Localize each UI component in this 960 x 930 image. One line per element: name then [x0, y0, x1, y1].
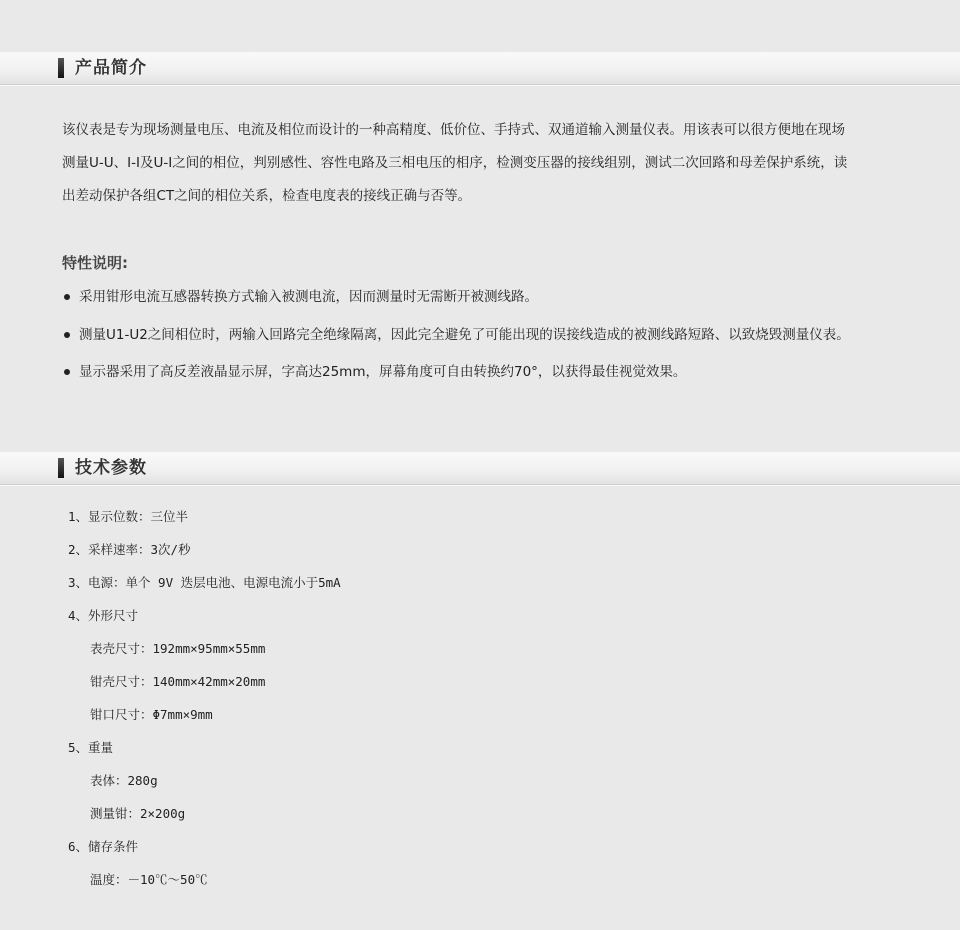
- feature-text: 采用钳形电流互感器转换方式输入被测电流，因而测量时无需断开被测线路。: [79, 289, 538, 305]
- features-title: 特性说明:: [62, 254, 128, 272]
- spec-sub-item: 钳口尺寸：Φ7mm×9mm: [90, 707, 213, 722]
- section-marker-icon: [58, 58, 64, 78]
- intro-line: 测量U-U、I-I及U-I之间的相位，判别感性、容性电路及三相电压的相序，检测变压器的接线组别，测试二次回路和母差保护系统，读: [62, 155, 848, 171]
- intro-line: 出差动保护各组CT之间的相位关系，检查电度表的接线正确与否等。: [62, 188, 472, 204]
- feature-item: [62, 362, 922, 400]
- spec-item: 4、外形尺寸: [68, 608, 139, 623]
- section-header-specs: [0, 452, 960, 485]
- specs-list: [68, 506, 768, 902]
- features-list: [62, 287, 922, 400]
- feature-text: 测量U1-U2之间相位时，两输入回路完全绝缘隔离，因此完全避免了可能出现的误接线造成的被测线路短路、以致烧毁测量仪表。: [79, 326, 850, 343]
- intro-line: 该仪表是专为现场测量电压、电流及相位而设计的一种高精度、低价位、手持式、双通道输入测量仪表。用该表可以很方便地在现场: [62, 122, 845, 138]
- bullet-icon: [64, 369, 70, 375]
- spec-sub-item: 温度：－10℃～50℃: [90, 872, 208, 887]
- section-title-specs: 技术参数: [75, 458, 147, 478]
- spec-sub-item: 表壳尺寸：192mm×95mm×55mm: [90, 641, 266, 656]
- spec-item: 2、采样速率：3次/秒: [68, 542, 191, 557]
- feature-text: 显示器采用了高反差液晶显示屏，字高达25mm，屏幕角度可自由转换约70°，以获得最佳视觉效果。: [79, 364, 687, 380]
- section-marker-icon: [58, 458, 64, 478]
- feature-item: [62, 287, 922, 325]
- section-title-intro: 产品简介: [75, 58, 147, 78]
- spec-sub-item: 表体：280g: [90, 773, 158, 788]
- spec-sub-item: 钳壳尺寸：140mm×42mm×20mm: [90, 674, 266, 689]
- feature-item: [62, 325, 922, 363]
- section-header-intro: [0, 52, 960, 85]
- bullet-icon: [64, 294, 70, 300]
- spec-item: 1、显示位数：三位半: [68, 509, 189, 524]
- intro-paragraph: [62, 114, 912, 213]
- spec-item: 3、电源：单个 9V 迭层电池、电源电流小于5mA: [68, 575, 341, 590]
- spec-sub-item: 测量钳：2×200g: [90, 806, 186, 821]
- spec-item: 5、重量: [68, 740, 114, 755]
- spec-item: 6、储存条件: [68, 839, 139, 854]
- bullet-icon: [64, 332, 70, 338]
